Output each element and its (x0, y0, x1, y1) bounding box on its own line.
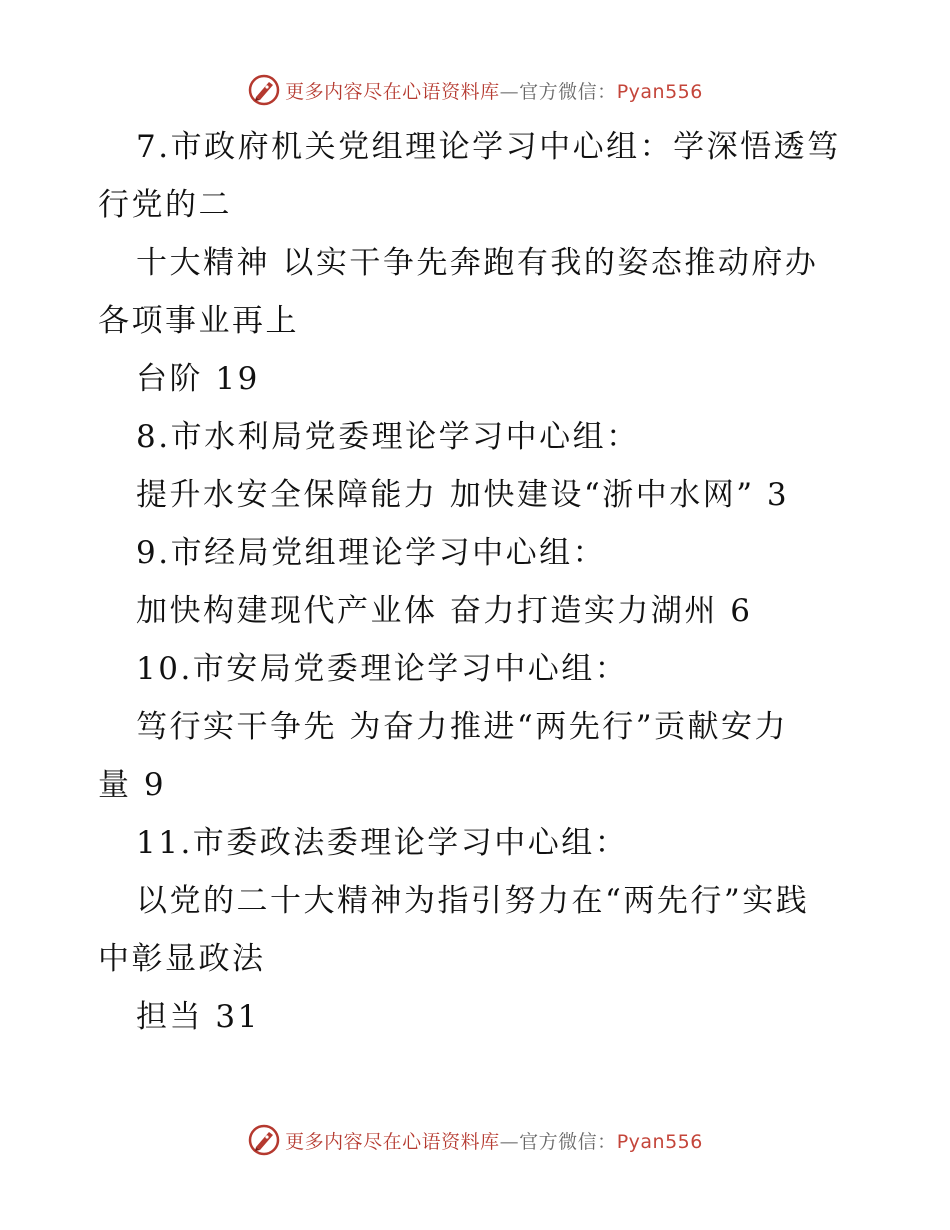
footer-watermark-banner (0, 1120, 950, 1160)
wechat-handle: Pyan556 (616, 1130, 703, 1153)
toc-line-6: 8.市水利局党委理论学习中心组： (136, 419, 640, 455)
toc-line-11: 笃行实干争先 为奋力推进“两先行”贡献安力 (136, 709, 789, 745)
toc-line-13: 11.市委政法委理论学习中心组： (136, 825, 629, 861)
separator: — (499, 80, 520, 103)
brand-text: 更多内容尽在心语资料库 (285, 1130, 500, 1153)
toc-line-1: 7.市政府机关党组理论学习中心组：学深悟透笃 (136, 129, 841, 165)
toc-line-12: 量 9 (98, 767, 167, 803)
toc-line-14: 以党的二十大精神为指引努力在“两先行”实践 (136, 883, 810, 919)
toc-line-16: 担当 31 (136, 999, 260, 1035)
toc-line-9: 加快构建现代产业体 奋力打造实力湖州 6 (136, 593, 753, 629)
wechat-label: 官方微信： (519, 1130, 617, 1153)
toc-line-2: 行党的二 (98, 187, 232, 223)
separator: — (499, 1130, 520, 1153)
document-body (98, 118, 858, 1046)
toc-line-8: 9.市经局党组理论学习中心组： (136, 535, 607, 571)
watermark-text (285, 1127, 703, 1154)
toc-line-5: 台阶 19 (136, 361, 260, 397)
watermark-text (285, 77, 703, 104)
toc-line-3: 十大精神 以实干争先奔跑有我的姿态推动府办 (136, 245, 819, 281)
header-watermark-banner (0, 70, 950, 110)
wechat-handle: Pyan556 (616, 80, 703, 103)
toc-line-10: 10.市安局党委理论学习中心组： (136, 651, 629, 687)
brand-text: 更多内容尽在心语资料库 (285, 80, 500, 103)
toc-line-7: 提升水安全保障能力 加快建设“浙中水网” 3 (136, 477, 790, 513)
toc-line-15: 中彰显政法 (98, 941, 266, 977)
toc-line-4: 各项事业再上 (98, 303, 299, 339)
pen-logo-icon (247, 1123, 281, 1157)
wechat-label: 官方微信： (519, 80, 617, 103)
pen-logo-icon (247, 73, 281, 107)
